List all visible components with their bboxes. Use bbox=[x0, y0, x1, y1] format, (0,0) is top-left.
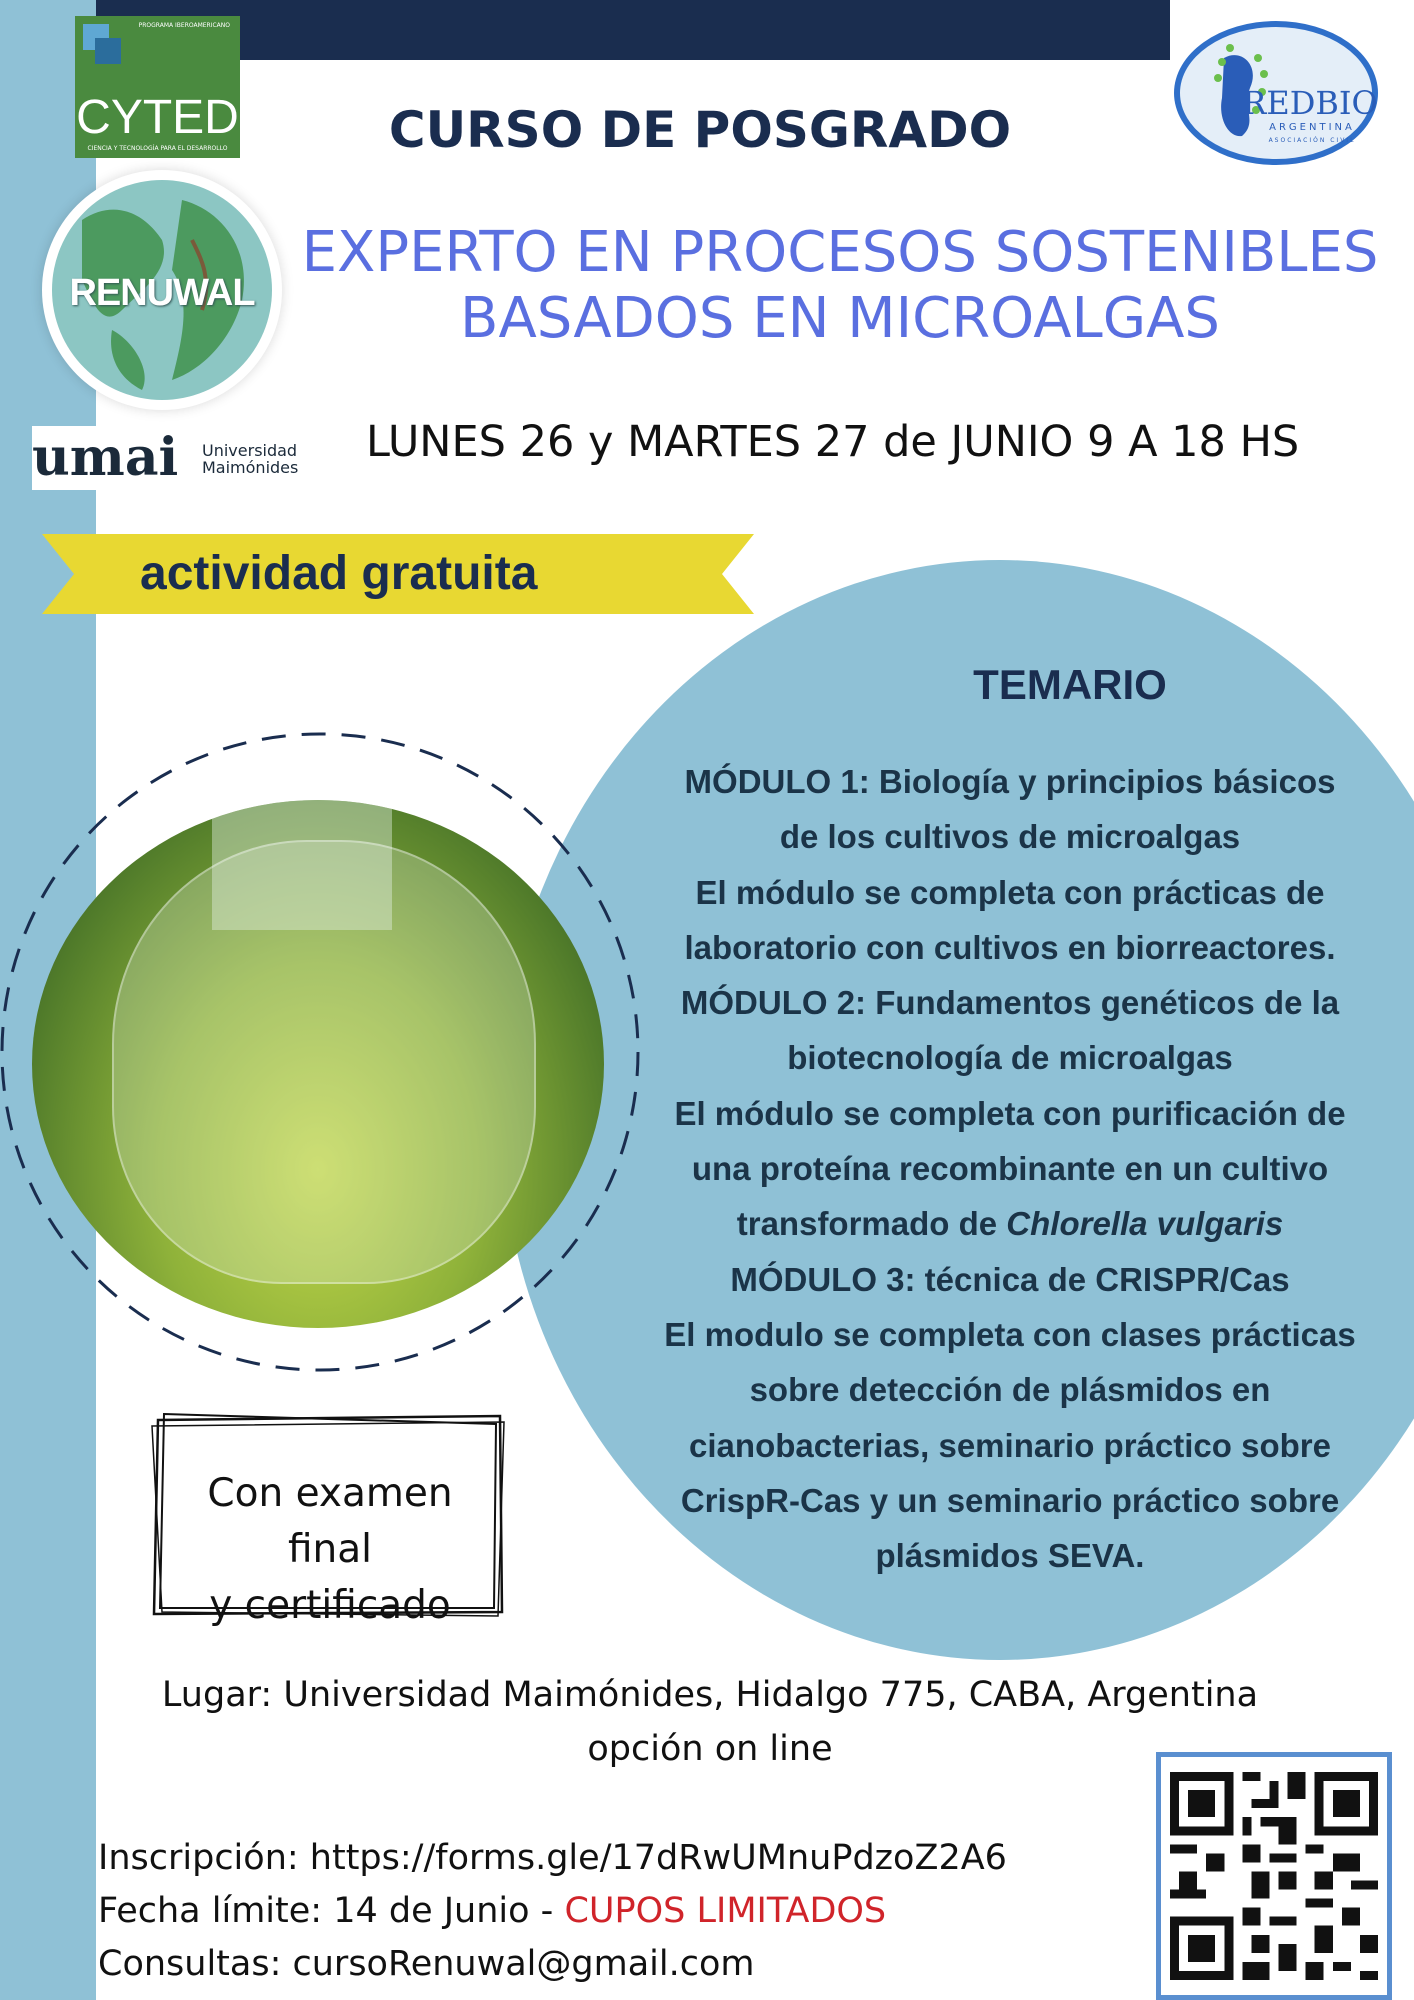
temario-line: cianobacterias, seminario práctico sobre bbox=[689, 1426, 1331, 1464]
microalgae-flask-photo bbox=[32, 800, 604, 1328]
temario-line: plásmidos SEVA. bbox=[875, 1537, 1145, 1575]
renuwal-logo-name: RENUWAL bbox=[69, 272, 255, 314]
temario-line: sobre detección de plásmidos en bbox=[749, 1371, 1271, 1409]
temario-line: MÓDULO 3: técnica de CRISPR/Cas bbox=[730, 1260, 1290, 1298]
cyted-logo bbox=[75, 16, 240, 158]
exam-line2: y certificado bbox=[209, 1583, 451, 1628]
course-title-line2: BASADOS EN MICROALGAS bbox=[460, 286, 1220, 351]
umai-line2: Maimónides bbox=[202, 458, 299, 477]
temario-line: una proteína recombinante en un cultivo bbox=[691, 1150, 1329, 1188]
redbio-logo-name: REDBIO bbox=[1242, 84, 1378, 122]
contact-info bbox=[98, 1832, 1158, 1991]
temario-line: MÓDULO 1: Biología y principios básicos bbox=[684, 763, 1336, 800]
temario-line: El modulo se completa con clases prácticas bbox=[664, 1315, 1356, 1353]
temario-line-prefix: transformado de bbox=[736, 1205, 1007, 1243]
contact-email[interactable]: Consultas: cursoRenuwal@gmail.com bbox=[98, 1944, 755, 1984]
cyted-logo-name: CYTED bbox=[76, 91, 239, 144]
temario-line: de los cultivos de microalgas bbox=[779, 818, 1241, 856]
temario-line-species bbox=[630, 1196, 1390, 1251]
temario-list bbox=[630, 754, 1390, 1583]
registration-link[interactable]: Inscripción: https://forms.gle/17dRwUMnuPdzoZ2A6 bbox=[98, 1838, 1007, 1878]
renuwal-logo bbox=[42, 170, 282, 410]
umai-line1: Universidad bbox=[202, 441, 298, 460]
exam-line1: Con examen final bbox=[207, 1471, 453, 1572]
temario-line: MÓDULO 2: Fundamentos genéticos de la bbox=[680, 984, 1340, 1022]
temario-line: El módulo se completa con prácticas de bbox=[695, 873, 1325, 911]
venue-address: Lugar: Universidad Maimónides, Hidalgo 775, CABA, Argentina bbox=[161, 1675, 1259, 1715]
umai-logo bbox=[32, 426, 312, 490]
limited-spots-label: CUPOS LIMITADOS bbox=[564, 1891, 887, 1931]
temario-line: laboratorio con cultivos en biorreactores. bbox=[684, 928, 1336, 966]
temario-line: El módulo se completa con purificación de bbox=[674, 1094, 1346, 1132]
species-name: Chlorella vulgaris bbox=[1006, 1205, 1284, 1243]
redbio-logo-country: ARGENTINA bbox=[1269, 122, 1355, 133]
temario-heading: TEMARIO bbox=[973, 661, 1167, 708]
course-title-line1: EXPERTO EN PROCESOS SOSTENIBLES bbox=[301, 220, 1379, 285]
deadline-line bbox=[98, 1885, 1158, 1938]
umai-wordmark: umai bbox=[32, 427, 179, 488]
deadline-text: Fecha límite: 14 de Junio - bbox=[98, 1891, 565, 1931]
exam-certificate-text bbox=[162, 1466, 498, 1634]
top-banner-bar bbox=[96, 0, 1170, 60]
flask-glass bbox=[112, 840, 536, 1284]
venue-info bbox=[120, 1668, 1300, 1776]
cyted-logo-shape-2 bbox=[95, 38, 121, 64]
redbio-logo-tagline: ASOCIACIÓN CIVIL bbox=[1268, 137, 1356, 144]
venue-online-option: opción on line bbox=[587, 1729, 833, 1769]
cyted-logo-subtitle: CIENCIA Y TECNOLOGÍA PARA EL DESARROLLO bbox=[87, 145, 228, 152]
cyted-program-text: PROGRAMA IBEROAMERICANO bbox=[138, 22, 230, 29]
temario-line: biotecnología de microalgas bbox=[787, 1039, 1233, 1077]
free-activity-label: actividad gratuita bbox=[140, 547, 538, 600]
temario-line: CrispR-Cas y un seminario práctico sobre bbox=[680, 1481, 1340, 1519]
course-title bbox=[290, 220, 1390, 352]
redbio-logo bbox=[1172, 18, 1380, 168]
renuwal-globe bbox=[52, 180, 272, 400]
course-kicker: CURSO DE POSGRADO bbox=[388, 101, 1012, 159]
qr-code[interactable] bbox=[1156, 1752, 1392, 2000]
course-dates: LUNES 26 y MARTES 27 de JUNIO 9 A 18 HS bbox=[366, 417, 1300, 467]
umai-university-label bbox=[202, 442, 298, 476]
